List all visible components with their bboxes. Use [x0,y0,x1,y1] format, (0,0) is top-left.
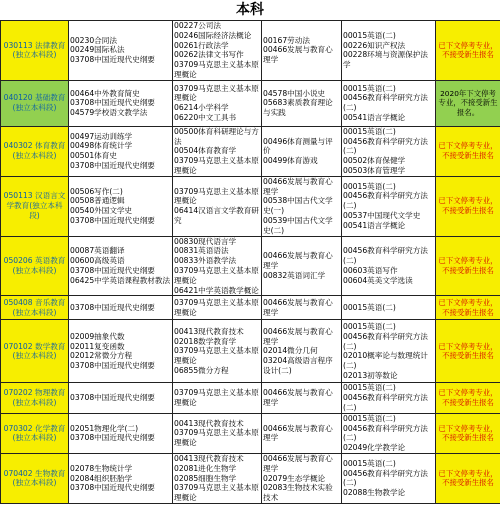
table-row [1,21,500,81]
major-cell: 050206 英语教育 (独立本科段) [1,236,69,296]
major-cell: 070102 数学教育 (独立本科段) [1,320,69,383]
table-row [1,236,500,296]
major-cell: 040302 体育教育 (独立本科段) [1,126,69,176]
major-cell: 050408 音乐教育 (独立本科段) [1,296,69,320]
course-cell-4: 00015英语(二) [342,296,436,320]
course-cell-4: 00015英语(二) 00456教育科学研究方法(二) 02088生物教学论 [342,453,436,503]
course-cell-1: 00087英语翻译 00600高级英语 03708中国近现代史纲要 06425中学英语课程教材教法 [69,236,173,296]
table-row [1,296,500,320]
course-cell-4: 00456教育科学研究方法(二) 00603英语写作 00604英美文学选读 [342,236,436,296]
note-cell: 已下文停考专业，不接受新生报名 [436,383,500,413]
course-cell-1: 00464中外教育简史 03708中国近现代史纲要 04579学校语文教学法 [69,80,173,126]
course-cell-4: 00015英语(二) 00456教育科学研究方法(二) [342,383,436,413]
note-cell: 2020年下文停考专业，不接受新生报名。 [436,80,500,126]
course-cell-1: 00230合同法 00249国际私法 03708中国近现代史纲要 [69,21,173,81]
major-cell: 030113 法律教育 (独立本科段) [1,21,69,81]
course-cell-4: 00015英语(二) 00456教育科学研究方法(二) 00541语言学概论 [342,80,436,126]
table-row [1,383,500,413]
course-cell-4: 00015英语(二) 00456教育科学研究方法(二) 00537中国现代文学史 00541语言学概论 [342,176,436,236]
course-cell-2: 00413现代教育技术 02018数学教育学 03709马克思主义基本原理概论 06855微分方程 [173,320,262,383]
course-cell-3: 00466发展与教育心理学 02079生态学概论 02083生物技术实验技术 [262,453,342,503]
note-cell: 已下文停考专业，不接受新生报名 [436,413,500,453]
major-cell: 040120 基础教育 (独立本科段) [1,80,69,126]
major-cell: 050113 汉语言文学教育(独立本科段) [1,176,69,236]
course-cell-2: 00413现代教育技术 03709马克思主义基本原理概论 [173,413,262,453]
course-cell-3: 00466发展与教育心理学 [262,413,342,453]
note-cell: 已下文停考专业，不接受新生报名 [436,126,500,176]
course-cell-2: 03709马克思主义基本原理概论 06214小学科学 06220中文工具书 [173,80,262,126]
course-cell-4: 00015英语(二) 00456教育科学研究方法(二) 02010概率论与数理统计(二) 02013初等数论 [342,320,436,383]
note-cell: 已下文停考专业，不接受新生报名 [436,453,500,503]
page-title: 本科 [236,2,264,18]
note-cell: 已下文停考专业，不接受新生报名 [436,320,500,383]
note-cell: 已下文停考专业，不接受新生报名 [436,21,500,81]
course-cell-2: 00413现代教育技术 02081进化生物学 02085细胞生物学 03709马克思主义基本原理概论 [173,453,262,503]
table-row [1,453,500,503]
course-cell-3: 00167劳动法 00466发展与教育心理学 [262,21,342,81]
course-cell-2: 00227公司法 00246国际经济法概论 00261行政法学 00262法律文书写作 03709马克思主义基本原理概论 [173,21,262,81]
course-cell-3: 00466发展与教育心理学 00832英语词汇学 [262,236,342,296]
course-cell-2: 03709马克思主义基本原理概论 06414汉语言文学教育研究 [173,176,262,236]
course-cell-1: 00497运动训练学 00498体育统计学 00501体育史 03708中国近现代史纲要 [69,126,173,176]
course-cell-3: 04578中国小说史 05683素质教育理论与实践 [262,80,342,126]
course-cell-3: 00466发展与教育心理学 02014微分几何 03204高级语言程序设计(二) [262,320,342,383]
course-cell-1: 02009抽象代数 02011复变函数 02012常微分方程 03708中国近现代史纲要 [69,320,173,383]
course-cell-2: 00830现代语言学 00831英语语法 00833外语教学法 03709马克思主义基本原理概论 06421中学英语教学概论 [173,236,262,296]
table-row [1,126,500,176]
course-cell-1: 03708中国近现代史纲要 [69,296,173,320]
course-cell-4: 00015英语(二) 00226知识产权法 00228环境与资源保护法学 [342,21,436,81]
course-cell-4: 00015英语(二) 00456教育科学研究方法(二) 02049化学教学论 [342,413,436,453]
course-cell-1: 02051物理化学(二) 03708中国近现代史纲要 [69,413,173,453]
course-cell-1: 03708中国近现代史纲要 [69,383,173,413]
course-cell-2: 00500体育科研理论与方法 00504体育教育学 03709马克思主义基本原理概论 [173,126,262,176]
course-cell-3: 00466发展与教育心理学 [262,296,342,320]
note-cell: 已下文停考专业，不接受新生报名 [436,236,500,296]
major-cell: 070302 化学教育 (独立本科段) [1,413,69,453]
exam-schedule-table [0,20,500,504]
course-cell-3: 00466发展与教育心理学 00538中国古代文学史(一) 00539中国古代文学史(二) [262,176,342,236]
major-cell: 070402 生物教育 (独立本科段) [1,453,69,503]
course-cell-3: 00466发展与教育心理学 [262,383,342,413]
course-cell-2: 03709马克思主义基本原理概论 [173,296,262,320]
note-cell: 已下文停考专业，不接受新生报名 [436,296,500,320]
course-cell-1: 02078生物统计学 02084组织胚胎学 03708中国近现代史纲要 [69,453,173,503]
course-cell-3: 00496体育测量与评价 00499体育游戏 [262,126,342,176]
table-row [1,80,500,126]
note-cell: 已下文停考专业，不接受新生报名 [436,176,500,236]
course-cell-2: 03709马克思主义基本原理概论 [173,383,262,413]
major-cell: 070202 物理教育 (独立本科段) [1,383,69,413]
table-row [1,176,500,236]
course-cell-4: 00015英语(二) 00456教育科学研究方法(二) 00502体育保健学 00503体育管理学 [342,126,436,176]
table-row [1,320,500,383]
table-row [1,413,500,453]
course-cell-1: 00506写作(二) 00508普通逻辑 00540外国文学史 03708中国近现代史纲要 [69,176,173,236]
table-body [1,21,500,504]
